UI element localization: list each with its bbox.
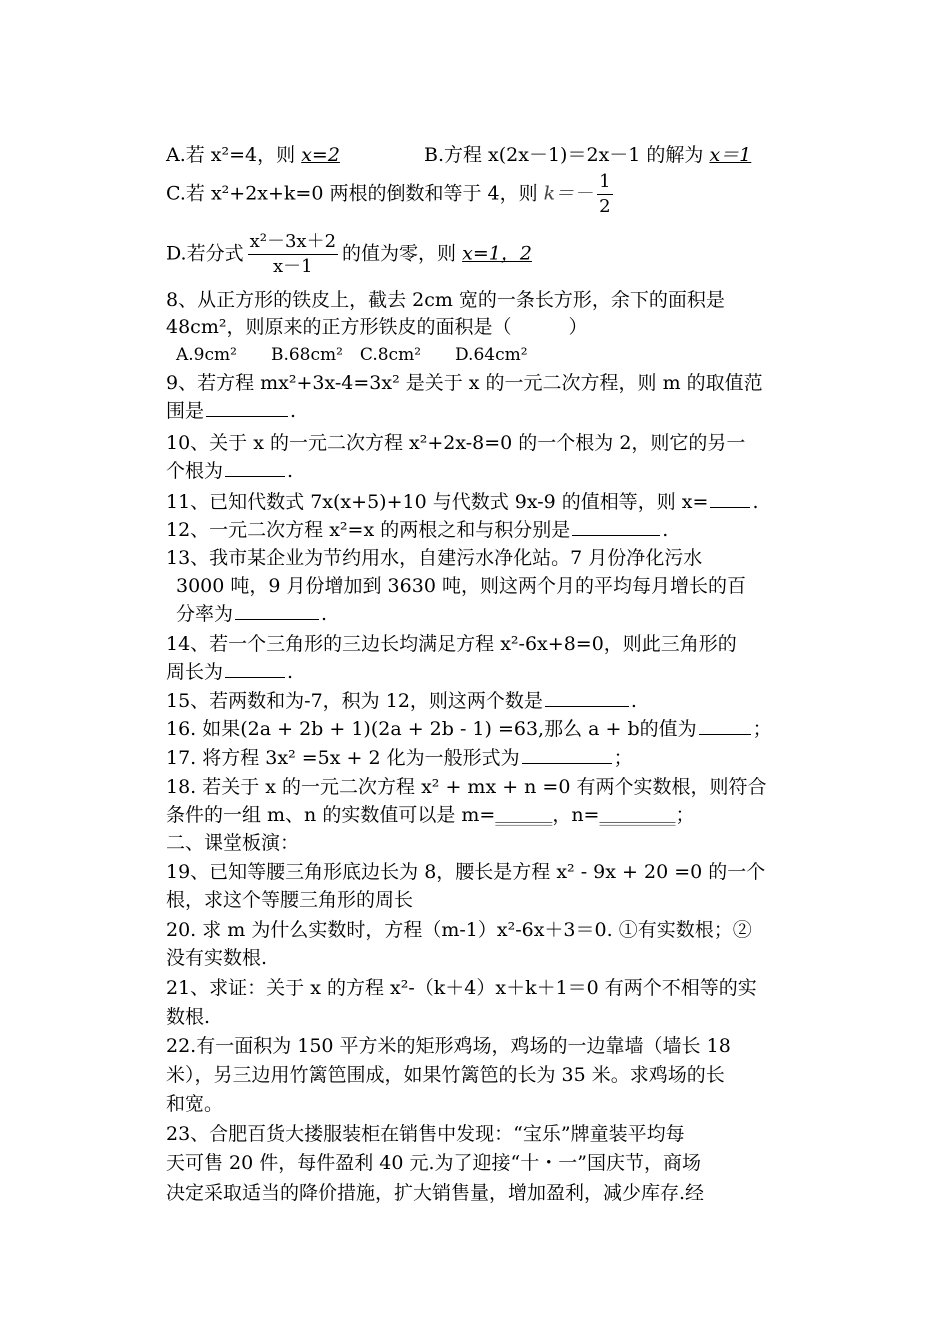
option-c-k: k＝－ [543,182,594,205]
q17-line1: 17. 将方程 3x² =5x + 2 化为一般形式为 ； [166,747,633,769]
q13-line1: 13、我市某企业为节约用水，自建污水净化站。7 月份净化污水 [166,547,703,569]
fraction-denominator: x－1 [273,256,313,277]
q18-line2: 条件的一组 m、n 的实数值可以是 m=______，n=________； [166,804,695,826]
q23-line1: 23、合肥百货大搂服装柜在销售中发现：“宝乐”牌童装平均每 [166,1123,685,1145]
q9-line1: 9、若方程 mx²+3x-4=3x² 是关于 x 的一元二次方程，则 m 的取值范 [166,372,763,394]
q19-line1: 19、已知等腰三角形底边长为 8，腰长是方程 x² - 9x + 20 =0 的一个 [166,861,766,883]
q18-line1: 18. 若关于 x 的一元二次方程 x² + mx + n =0 有两个实数根，则符合 [166,776,767,798]
q20-line1: 20. 求 m 为什么实数时，方程（m-1）x²-6x＋3＝0. ①有实数根；② [166,919,752,941]
q10-answer-blank[interactable] [225,458,285,477]
option-d-answer: x=1，2 [462,242,532,265]
q10-line1: 10、关于 x 的一元二次方程 x²+2x-8=0 的一个根为 2，则它的另一 [166,432,746,454]
q13-line2: 3000 吨，9 月份增加到 3630 吨，则这两个月的平均每月增长的百 [176,575,746,597]
q10-line2: 个根为 . [166,460,294,482]
option-a-answer: x=2 [301,144,340,166]
q11-answer-blank[interactable] [710,489,750,508]
q11-line1: 11、已知代数式 7x(x+5)+10 与代数式 9x-9 的值相等，则 x= . [166,491,759,513]
q23-line2: 天可售 20 件，每件盈利 40 元.为了迎接“十・一”国庆节，商场 [166,1152,701,1174]
q16-answer-blank[interactable] [699,716,751,735]
q9-line2: 围是 . [166,400,297,422]
q22-line1: 22.有一面积为 150 平方米的矩形鸡场，鸡场的一边靠墙（墙长 18 [166,1035,731,1057]
option-d [166,230,532,279]
q8-choices: A.9cm² B.68cm² C.8cm² D.64cm² [176,345,528,365]
q14-line2: 周长为 . [166,661,294,683]
option-a [166,142,340,168]
option-b [424,142,751,168]
q8-line1: 8、从正方形的铁皮上，截去 2cm 宽的一条长方形，余下的面积是 [166,289,725,311]
q14-line1: 14、若一个三角形的三边长均满足方程 x²-6x+8=0，则此三角形的 [166,633,737,655]
q16-line1: 16. 如果(2a + 2b + 1)(2a + 2b - 1) =63,那么 a + b的值为 ； [166,718,772,740]
option-b-text: B.方程 x(2x－1)＝2x－1 的解为 [424,144,704,166]
q21-line1: 21、求证：关于 x 的方程 x²-（k＋4）x＋k＋1＝0 有两个不相等的实 [166,977,757,999]
option-b-answer: x＝1 [709,144,752,166]
option-a-text: A.若 x²=4，则 [166,144,296,166]
q8-line2: 48cm²，则原来的正方形铁皮的面积是（ ） [166,316,588,338]
q9-answer-blank[interactable] [206,398,288,417]
option-d-after: 的值为零，则 [342,242,457,265]
option-d-fraction [248,230,338,279]
q21-line2: 数根. [166,1006,211,1028]
q15-line1: 15、若两数和为-7，积为 12，则这两个数是 . [166,690,637,712]
q14-answer-blank[interactable] [225,659,285,678]
fraction-numerator: 1 [597,170,612,195]
section-heading: 二、课堂板演： [166,832,300,854]
option-c [166,170,617,219]
q17-answer-blank[interactable] [522,745,612,764]
option-d-text: D.若分式 [166,242,244,265]
fraction-denominator: 2 [599,196,611,217]
q15-answer-blank[interactable] [545,688,629,707]
q23-line3: 决定采取适当的降价措施，扩大销售量，增加盈利，减少库存.经 [166,1182,705,1204]
q22-line2: 米），另三边用竹篱笆围成，如果竹篱笆的长为 35 米。求鸡场的长 [166,1064,725,1086]
q22-line3: 和宽。 [166,1093,224,1115]
q20-line2: 没有实数根. [166,947,268,969]
q18-n-blank[interactable]: ______ [599,804,657,826]
q18-m-blank[interactable]: ______ [495,804,553,826]
fraction-numerator: x²－3x＋2 [248,230,338,255]
option-c-text: C.若 x²+2x+k=0 两根的倒数和等于 4，则 [166,182,538,205]
q13-answer-blank[interactable] [235,601,319,620]
q13-line3: 分率为 . [176,603,328,625]
q12-line1: 12、一元二次方程 x²=x 的两根之和与积分别是 . [166,519,669,541]
q12-answer-blank[interactable] [572,517,660,536]
option-c-fraction [597,170,612,219]
q19-line2: 根，求这个等腰三角形的周长 [166,889,414,911]
